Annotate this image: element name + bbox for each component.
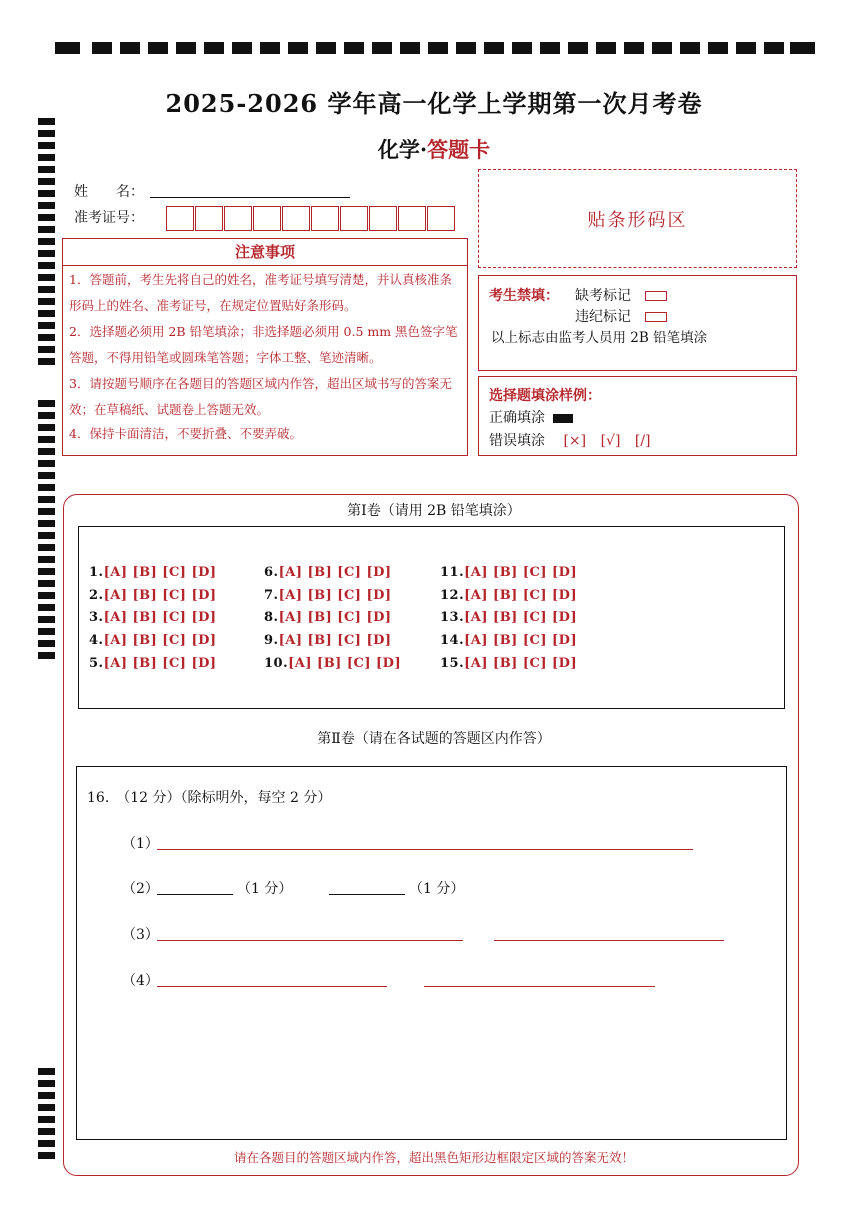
mcq-question-row[interactable] — [264, 656, 401, 671]
exam-id-digit-box[interactable] — [253, 206, 281, 231]
notes-panel — [62, 238, 468, 456]
timing-mark — [38, 472, 55, 479]
timing-mark — [38, 178, 55, 185]
mcq-question-number: 9. — [264, 633, 279, 648]
q16-sub4-answer-line-b[interactable] — [424, 986, 655, 987]
footer-warning: 请在各题目的答题区域内作答，超出黑色矩形边框限定区域的答案无效！ — [233, 1150, 634, 1165]
forbidden-title: 考生禁填： — [489, 288, 559, 304]
timing-mark — [38, 334, 55, 341]
page-title: 2025-2026 学年高一化学上学期第一次月考卷 — [165, 89, 703, 118]
note-item: 4．保持卡面清洁，不要折叠、不要弄破。 — [69, 426, 302, 441]
timing-mark — [38, 436, 55, 443]
mcq-question-number: 5. — [89, 656, 104, 671]
timing-mark — [38, 262, 55, 269]
timing-mark — [38, 556, 55, 563]
correct-fill-row — [489, 407, 573, 427]
violation-mark-row — [575, 306, 667, 326]
mcq-question-number: 11. — [440, 565, 465, 580]
q16-sub4-answer-line-a[interactable] — [157, 986, 387, 987]
mcq-question-number: 7. — [264, 588, 279, 603]
fill-example-title: 选择题填涂样例： — [489, 388, 601, 404]
exam-id-digit-box[interactable] — [427, 206, 455, 231]
q16-sub3-answer-line-b[interactable] — [494, 940, 724, 941]
exam-id-digit-box[interactable] — [311, 206, 339, 231]
correct-fill-sample — [553, 414, 573, 423]
timing-mark — [38, 274, 55, 281]
mcq-question-row[interactable] — [440, 565, 577, 580]
mcq-question-row[interactable] — [89, 656, 217, 671]
absent-mark-row — [575, 285, 667, 305]
timing-mark — [38, 400, 55, 407]
timing-mark — [38, 322, 55, 329]
timing-mark — [38, 520, 55, 527]
timing-mark — [38, 424, 55, 431]
exam-id-digit-box[interactable] — [398, 206, 426, 231]
mcq-options[interactable]: [A] [B] [C] [D] — [278, 565, 392, 580]
timing-mark — [38, 1128, 55, 1135]
mcq-question-number: 10. — [264, 656, 289, 671]
timing-mark — [38, 166, 55, 173]
violation-mark-box[interactable] — [645, 312, 667, 322]
timing-mark — [38, 310, 55, 317]
timing-mark — [38, 118, 55, 125]
mcq-question-row[interactable] — [264, 633, 392, 648]
timing-mark — [38, 604, 55, 611]
mcq-question-number: 14. — [440, 633, 465, 648]
part2-title: 第Ⅱ卷（请在各试题的答题区内作答） — [317, 731, 551, 747]
timing-mark — [38, 190, 55, 197]
exam-id-digit-box[interactable] — [224, 206, 252, 231]
note-item: 2．选择题必须用 2B 铅笔填涂；非选择题必须用 0.5 mm 黑色签字笔答题，不得用铅笔或圆珠笔答题；字体工整、笔迹清晰。 — [69, 324, 458, 365]
q16-sub3-answer-line-a[interactable] — [157, 940, 463, 941]
mcq-question-number: 3. — [89, 610, 104, 625]
mcq-options[interactable]: [A] [B] [C] [D] — [103, 633, 217, 648]
barcode-area-label: 贴条形码区 — [587, 210, 688, 231]
q16-sub2-label: （2） — [122, 881, 159, 897]
note-item: 3．请按题号顺序在各题目的答题区域内作答，超出区域书写的答案无效；在草稿纸、试题卷上答题无效。 — [69, 376, 452, 417]
mcq-question-number: 1. — [89, 565, 104, 580]
timing-mark — [38, 652, 55, 659]
mcq-question-row[interactable] — [440, 633, 577, 648]
timing-mark — [38, 250, 55, 257]
timing-mark — [38, 1068, 55, 1075]
mcq-question-row[interactable] — [89, 588, 217, 603]
q16-sub1-answer-line[interactable] — [157, 849, 693, 850]
subject-label: 化学· — [377, 137, 428, 162]
exam-id-label: 准考证号： — [74, 210, 144, 226]
timing-mark — [38, 346, 55, 353]
answer-card-label: 答题卡 — [427, 137, 491, 162]
timing-mark — [38, 640, 55, 647]
note-item: 1．答题前，考生先将自己的姓名，准考证号填写清楚，并认真核准条形码上的姓名、准考证号，在规定位置贴好条形码。 — [69, 272, 452, 313]
timing-mark — [38, 238, 55, 245]
mcq-options[interactable]: [A] [B] [C] [D] — [103, 588, 217, 603]
q16-sub4-label: （4） — [122, 973, 159, 989]
exam-id-digit-box[interactable] — [369, 206, 397, 231]
mcq-question-row[interactable] — [264, 588, 392, 603]
q16-sub2-answer-line-a[interactable] — [157, 894, 233, 895]
mcq-question-row[interactable] — [440, 610, 577, 625]
card-subtitle — [0, 134, 868, 164]
mcq-options[interactable]: [A] [B] [C] [D] — [278, 610, 392, 625]
timing-mark — [38, 460, 55, 467]
timing-mark — [38, 1080, 55, 1087]
mcq-options[interactable]: [A] [B] [C] [D] — [464, 656, 578, 671]
mcq-question-number: 15. — [440, 656, 465, 671]
wrong-fill-row — [489, 430, 651, 450]
wrong-fill-label: 错误填涂 — [489, 433, 545, 449]
timing-mark — [38, 412, 55, 419]
name-label: 姓 名： — [74, 184, 144, 200]
mcq-question-row[interactable] — [440, 588, 577, 603]
q16-sub2-points-b: （1 分） — [409, 881, 465, 897]
exam-id-digit-box[interactable] — [282, 206, 310, 231]
timing-mark — [38, 1092, 55, 1099]
mcq-question-number: 2. — [89, 588, 104, 603]
timing-mark — [38, 1104, 55, 1111]
exam-id-digit-box[interactable] — [340, 206, 368, 231]
timing-mark — [38, 286, 55, 293]
mcq-question-row[interactable] — [264, 565, 392, 580]
mcq-options[interactable]: [A] [B] [C] [D] — [278, 588, 392, 603]
examiner-marks-panel — [478, 275, 797, 371]
timing-mark — [38, 214, 55, 221]
fill-example-panel — [478, 376, 797, 456]
mcq-options[interactable]: [A] [B] [C] [D] — [288, 656, 402, 671]
violation-mark-label: 违纪标记 — [575, 309, 631, 325]
q16-sub2-answer-line-b[interactable] — [329, 894, 405, 895]
mcq-options[interactable]: [A] [B] [C] [D] — [278, 633, 392, 648]
mcq-question-row[interactable] — [440, 656, 577, 671]
timing-mark — [38, 358, 55, 365]
mcq-options[interactable]: [A] [B] [C] [D] — [464, 633, 578, 648]
name-field[interactable] — [150, 197, 350, 198]
q16-sub1-label: （1） — [122, 836, 159, 852]
mcq-question-number: 6. — [264, 565, 279, 580]
timing-mark — [38, 448, 55, 455]
absent-mark-box[interactable] — [645, 291, 667, 301]
timing-mark — [38, 1116, 55, 1123]
timing-mark — [38, 202, 55, 209]
mcq-options[interactable]: [A] [B] [C] [D] — [464, 610, 578, 625]
timing-mark — [38, 1140, 55, 1147]
mcq-question-number: 12. — [440, 588, 465, 603]
mcq-options[interactable]: [A] [B] [C] [D] — [103, 610, 217, 625]
mcq-question-row[interactable] — [89, 633, 217, 648]
q16-answer-box — [76, 766, 787, 1140]
q16-sub2-points-a: （1 分） — [237, 881, 293, 897]
wrong-fill-sample: [√] — [600, 433, 621, 449]
timing-mark — [38, 580, 55, 587]
barcode-area — [478, 169, 797, 268]
mcq-options[interactable]: [A] [B] [C] [D] — [103, 656, 217, 671]
mcq-question-number: 13. — [440, 610, 465, 625]
timing-mark — [38, 592, 55, 599]
exam-id-digit-box[interactable] — [195, 206, 223, 231]
q16-header: 16. （12 分）（除标明外，每空 2 分） — [87, 790, 332, 806]
timing-mark — [38, 532, 55, 539]
mcq-options[interactable]: [A] [B] [C] [D] — [464, 588, 578, 603]
correct-fill-label: 正确填涂 — [489, 410, 545, 426]
q16-sub3-label: （3） — [122, 927, 159, 943]
mcq-question-number: 8. — [264, 610, 279, 625]
timing-mark — [38, 226, 55, 233]
mcq-question-row[interactable] — [89, 565, 217, 580]
timing-mark — [38, 544, 55, 551]
mcq-question-number: 4. — [89, 633, 104, 648]
timing-mark — [38, 298, 55, 305]
timing-mark — [38, 616, 55, 623]
forbidden-note: 以上标志由监考人员用 2B 铅笔填涂 — [491, 330, 708, 346]
notes-title: 注意事项 — [63, 239, 467, 266]
absent-mark-label: 缺考标记 — [575, 288, 631, 304]
timing-mark — [38, 628, 55, 635]
timing-mark — [38, 484, 55, 491]
mcq-question-row[interactable] — [264, 610, 392, 625]
exam-id-digit-box[interactable] — [166, 206, 194, 231]
part1-title: 第Ⅰ卷（请用 2B 铅笔填涂） — [347, 503, 521, 519]
mcq-options[interactable]: [A] [B] [C] [D] — [103, 565, 217, 580]
timing-mark — [38, 568, 55, 575]
mcq-options[interactable]: [A] [B] [C] [D] — [464, 565, 578, 580]
wrong-fill-sample: [/] — [634, 433, 651, 449]
wrong-fill-sample: [×] — [563, 433, 587, 449]
mcq-question-row[interactable] — [89, 610, 217, 625]
